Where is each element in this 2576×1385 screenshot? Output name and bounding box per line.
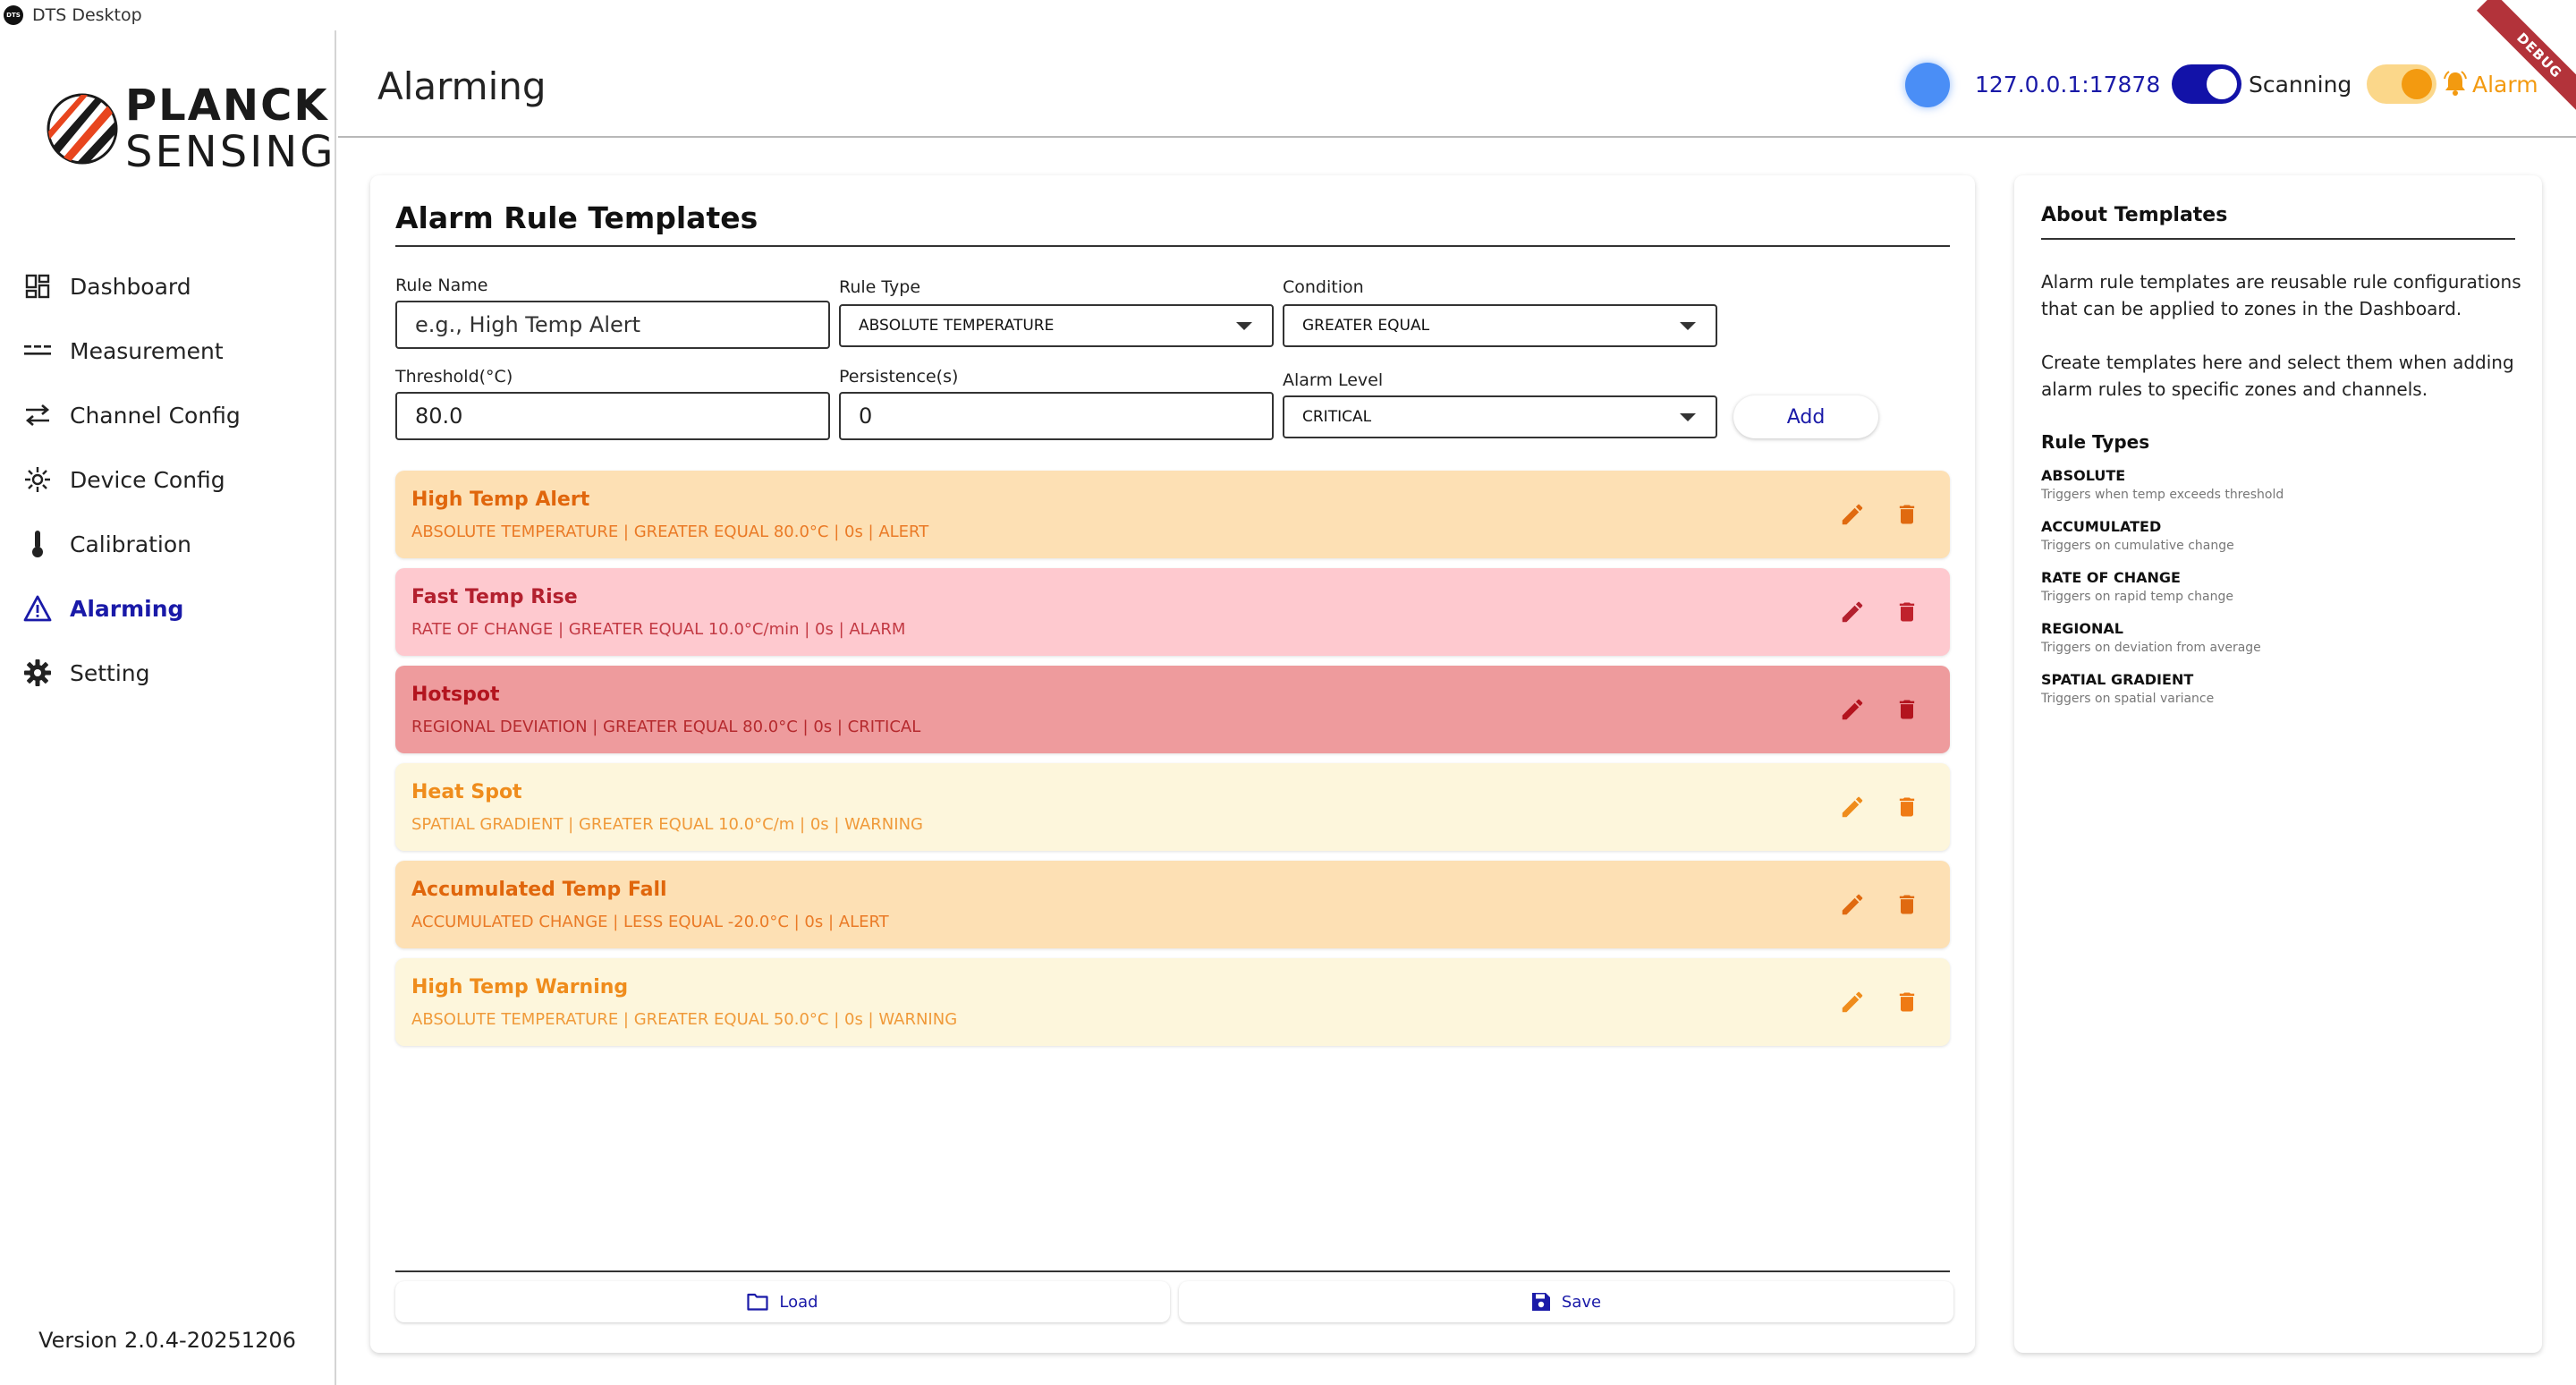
sidebar-item-calibration[interactable] — [0, 512, 335, 576]
rule-type-description: Triggers on spatial variance — [2041, 692, 2215, 706]
edit-icon[interactable] — [1839, 794, 1866, 820]
chevron-down-icon — [1236, 322, 1252, 330]
delete-icon[interactable] — [1894, 794, 1919, 820]
threshold-input[interactable] — [395, 392, 830, 440]
sidebar-item-label: Alarming — [70, 595, 184, 622]
rule-description: REGIONAL DEVIATION | GREATER EQUAL 80.0°C | 0s | CRITICAL — [411, 718, 921, 736]
delete-icon[interactable] — [1894, 989, 1919, 1015]
sidebar-item-device-config[interactable] — [0, 447, 335, 512]
card-title: Alarm Rule Templates — [395, 200, 758, 235]
rule-type-name: REGIONAL — [2041, 620, 2123, 637]
gear-icon — [23, 659, 52, 687]
sidebar-item-alarming[interactable] — [0, 576, 335, 641]
warning-triangle-icon — [23, 594, 52, 623]
measurement-icon — [23, 336, 52, 365]
rule-type-name: RATE OF CHANGE — [2041, 569, 2181, 586]
condition-label: Condition — [1283, 277, 1364, 297]
rule-type-description: Triggers on cumulative change — [2041, 539, 2234, 553]
about-templates-card — [2014, 175, 2542, 1353]
sidebar-item-label: Measurement — [70, 337, 224, 364]
sidebar-item-measurement[interactable] — [0, 319, 335, 383]
sidebar-item-label: Device Config — [70, 466, 225, 493]
divider — [395, 245, 1950, 247]
rule-item — [395, 861, 1950, 948]
save-icon — [1531, 1292, 1551, 1312]
about-paragraph-1: Alarm rule templates are reusable rule configurations that can be applied to zones in the Dashboard. — [2041, 271, 2521, 319]
rule-name: High Temp Warning — [411, 976, 629, 998]
rule-type-entry — [2041, 467, 2524, 502]
connection-status-dot — [1905, 63, 1950, 107]
window-title: DTS Desktop — [32, 5, 142, 25]
delete-icon[interactable] — [1894, 501, 1919, 528]
sidebar-item-label: Calibration — [70, 531, 192, 557]
rule-name: Accumulated Temp Fall — [411, 879, 667, 901]
alarm-level-label: Alarm Level — [1283, 370, 1384, 390]
version-label: Version 2.0.4-20251206 — [38, 1328, 296, 1353]
persistence-label: Persistence(s) — [839, 367, 959, 387]
swap-arrows-icon — [23, 401, 52, 429]
save-button[interactable] — [1179, 1281, 1953, 1322]
divider — [2041, 238, 2515, 240]
scanning-toggle[interactable] — [2172, 64, 2241, 104]
rule-name: Heat Spot — [411, 781, 522, 803]
chevron-down-icon — [1680, 413, 1696, 421]
thermometer-icon — [23, 530, 52, 558]
load-button[interactable] — [395, 1281, 1170, 1322]
scanning-label: Scanning — [2249, 72, 2352, 98]
about-title: About Templates — [2041, 204, 2228, 226]
rule-name: Fast Temp Rise — [411, 586, 578, 608]
logo-line-1: PLANCK — [125, 81, 329, 131]
folder-icon — [747, 1293, 768, 1311]
connection-address[interactable]: 127.0.0.1:17878 — [1975, 72, 2161, 98]
dashboard-icon — [23, 272, 52, 301]
rule-item — [395, 958, 1950, 1046]
rule-item — [395, 471, 1950, 558]
rule-item — [395, 763, 1950, 851]
rule-description: ACCUMULATED CHANGE | LESS EQUAL -20.0°C | 0s | ALERT — [411, 913, 889, 931]
chevron-down-icon — [1680, 322, 1696, 330]
alarm-rule-templates-card — [370, 175, 1975, 1353]
delete-icon[interactable] — [1894, 599, 1919, 625]
page-title: Alarming — [377, 64, 547, 108]
rule-description: ABSOLUTE TEMPERATURE | GREATER EQUAL 80.0°C | 0s | ALERT — [411, 523, 929, 541]
bell-icon — [2442, 70, 2469, 97]
rule-type-name: ACCUMULATED — [2041, 518, 2162, 535]
sidebar-item-dashboard[interactable] — [0, 254, 335, 319]
sidebar-item-setting[interactable] — [0, 641, 335, 705]
edit-icon[interactable] — [1839, 891, 1866, 918]
rule-name: Hotspot — [411, 684, 500, 706]
rule-description: ABSOLUTE TEMPERATURE | GREATER EQUAL 50.0°C | 0s | WARNING — [411, 1010, 958, 1029]
page-header — [338, 30, 2576, 138]
sidebar — [0, 30, 336, 1385]
app-icon: DTS — [4, 5, 23, 25]
rule-type-entry — [2041, 620, 2524, 655]
rule-type-value: ABSOLUTE TEMPERATURE — [859, 317, 1055, 335]
planck-logo — [45, 82, 335, 175]
device-icon — [23, 465, 52, 494]
rule-list — [395, 471, 1950, 1056]
sidebar-item-channel-config[interactable] — [0, 383, 335, 447]
rule-type-name: ABSOLUTE — [2041, 467, 2126, 484]
rule-name: High Temp Alert — [411, 489, 590, 511]
edit-icon[interactable] — [1839, 599, 1866, 625]
title-bar — [0, 0, 2576, 30]
rule-type-description: Triggers on rapid temp change — [2041, 590, 2233, 604]
logo-mark-icon — [45, 91, 120, 166]
rule-description: RATE OF CHANGE | GREATER EQUAL 10.0°C/min | 0s | ALARM — [411, 620, 906, 639]
rule-type-entry — [2041, 518, 2524, 553]
save-label: Save — [1561, 1292, 1602, 1312]
rule-item — [395, 568, 1950, 656]
debug-banner: DEBUG — [2477, 0, 2576, 118]
alarm-level-value: CRITICAL — [1302, 408, 1372, 426]
delete-icon[interactable] — [1894, 891, 1919, 918]
load-label: Load — [779, 1292, 818, 1312]
rule-description: SPATIAL GRADIENT | GREATER EQUAL 10.0°C/m | 0s | WARNING — [411, 815, 923, 834]
edit-icon[interactable] — [1839, 989, 1866, 1015]
alarm-label: Alarm — [2472, 72, 2538, 98]
edit-icon[interactable] — [1839, 696, 1866, 723]
rule-name-input[interactable] — [395, 301, 830, 349]
condition-value: GREATER EQUAL — [1302, 317, 1430, 335]
rule-type-select[interactable] — [839, 304, 1274, 347]
rule-type-entry — [2041, 671, 2524, 706]
sidebar-item-label: Channel Config — [70, 402, 241, 429]
rule-type-name: SPATIAL GRADIENT — [2041, 671, 2194, 688]
rule-types-title: Rule Types — [2041, 431, 2150, 453]
threshold-label: Threshold(°C) — [395, 367, 513, 387]
alarm-level-select[interactable] — [1283, 395, 1717, 438]
sidebar-item-label: Dashboard — [70, 273, 191, 300]
sidebar-nav — [0, 254, 335, 705]
edit-icon[interactable] — [1839, 501, 1866, 528]
alarm-toggle[interactable] — [2367, 64, 2436, 104]
persistence-input[interactable] — [839, 392, 1274, 440]
divider — [395, 1270, 1950, 1272]
about-paragraph-2: Create templates here and select them when adding alarm rules to specific zones and channels. — [2041, 352, 2514, 400]
logo-line-2: SENSING — [125, 127, 336, 177]
rule-type-description: Triggers when temp exceeds threshold — [2041, 488, 2284, 502]
delete-icon[interactable] — [1894, 696, 1919, 723]
condition-select[interactable] — [1283, 304, 1717, 347]
rule-type-entry — [2041, 569, 2524, 604]
rule-type-description: Triggers on deviation from average — [2041, 641, 2261, 655]
add-rule-button[interactable]: Add — [1733, 395, 1878, 438]
rule-name-label: Rule Name — [395, 276, 488, 295]
sidebar-item-label: Setting — [70, 659, 150, 686]
rule-type-label: Rule Type — [839, 277, 921, 297]
rule-item — [395, 666, 1950, 753]
